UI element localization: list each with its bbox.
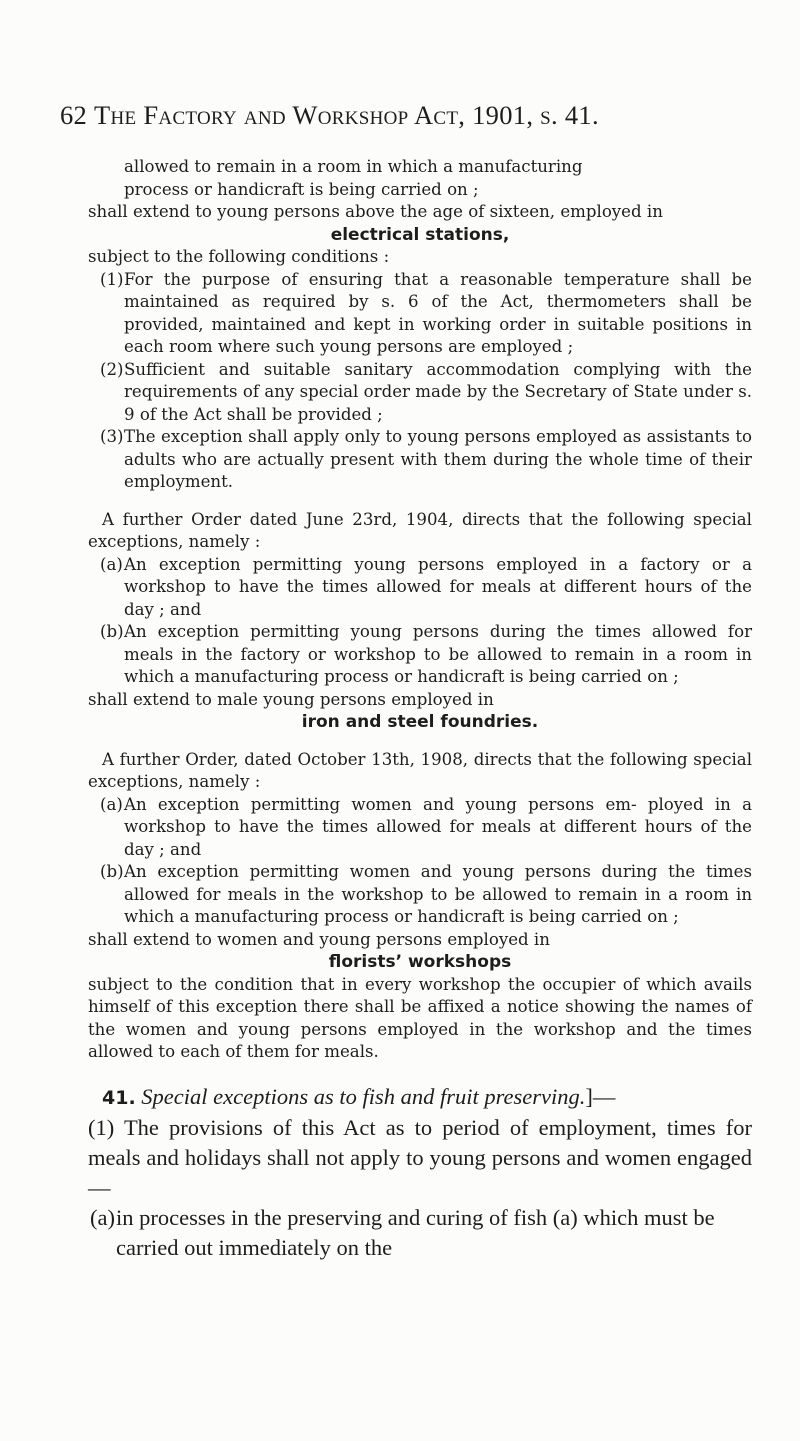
page-number: 62 (60, 100, 88, 130)
text-line: allowed to remain in a room in which a manufacturing (124, 157, 583, 176)
item-text: An exception permitting young persons during the times allowed for meals in the factory or workshop to be allowed to remain in a room in which a manufacturing process or handicraft is being carried on ; (124, 622, 752, 686)
paragraph-order-1904 (88, 509, 752, 734)
item-label: (a) (90, 1204, 115, 1230)
list-item (88, 554, 752, 622)
item-label: (b) (100, 862, 124, 881)
section-text: (1) The provisions of this Act as to period of employment, times for meals and holidays shall not apply to young persons and women engaged— (88, 1114, 752, 1200)
item-text: in processes in the preserving and curing of fish (a) which must be carried out immediately on the (116, 1204, 715, 1260)
page-body (88, 156, 752, 1263)
item-text: For the purpose of ensuring that a reasonable temperature shall be maintained as required by s. 6 of the Act, thermometers shall be provided, maintained and kept in working order in suitable positions in each room where such young persons are employed ; (124, 269, 752, 356)
text-line: subject to the following conditions : (88, 247, 390, 266)
section-number: 41. (102, 1086, 136, 1109)
heading-florists-workshops: florists’ workshops (328, 952, 512, 972)
item-label: (a) (100, 554, 123, 574)
text-line: shall extend to male young persons employed in (88, 689, 494, 709)
list-item (88, 794, 752, 862)
heading-iron-steel-foundries: iron and steel foundries. (301, 712, 539, 732)
heading-electrical-stations: electrical stations, (330, 224, 510, 245)
item-label: (1) (100, 269, 124, 289)
list-item (88, 359, 752, 427)
item-text: An exception permitting young persons employed in a factory or a workshop to have the times allowed for meals at different hours of the day ; and (124, 554, 752, 619)
paragraph-closing: subject to the condition that in every workshop the occupier of which avails himself of this exception there shall be affixed a notice showing the names of the women and young persons employed in the workshop and the times allowed to each of them for meals. (88, 974, 752, 1061)
item-label: (a) (100, 794, 123, 814)
paragraph-electrical-stations (88, 156, 752, 494)
text-line: process or handicraft is being carried on ; (124, 179, 479, 199)
section-title: Special exceptions as to fish and fruit preserving. (141, 1083, 586, 1109)
item-label: (3) (100, 427, 124, 446)
paragraph-intro: A further Order dated June 23rd, 1904, directs that the following special exceptions, namely : (88, 509, 752, 551)
item-text: An exception permitting women and young persons em- ployed in a workshop to have the times allowed for meals at different hours of the day ; and (124, 794, 752, 859)
section-41 (88, 1082, 752, 1263)
item-text: Sufficient and suitable sanitary accommodation complying with the requirements of any special order made by the Secretary of State under s. 9 of the Act shall be provided ; (124, 359, 752, 424)
section-title-suffix: ]— (585, 1083, 616, 1109)
item-text: An exception permitting women and young persons during the times allowed for meals in the workshop to be allowed to remain in a room in which a manufacturing process or handicraft is being carried on ; (124, 862, 752, 926)
paragraph-order-1908 (88, 749, 752, 1064)
text-line: shall extend to women and young persons employed in (88, 929, 550, 949)
running-header (60, 100, 599, 131)
list-item (88, 861, 752, 929)
text-line: shall extend to young persons above the age of sixteen, employed in (88, 202, 663, 221)
list-item (88, 426, 752, 494)
list-item (88, 269, 752, 359)
section-heading (88, 1082, 752, 1113)
header-title: The Factory and Workshop Act, 1901, s. 41. (94, 100, 599, 130)
list-item (88, 621, 752, 689)
item-label: (b) (100, 622, 124, 641)
item-label: (2) (100, 359, 124, 379)
paragraph-intro: A further Order, dated October 13th, 1908, directs that the following special exceptions, namely : (88, 749, 752, 791)
list-item (88, 1203, 752, 1263)
item-text: The exception shall apply only to young persons employed as assistants to adults who are actually present with them during the whole time of their employment. (124, 427, 752, 491)
